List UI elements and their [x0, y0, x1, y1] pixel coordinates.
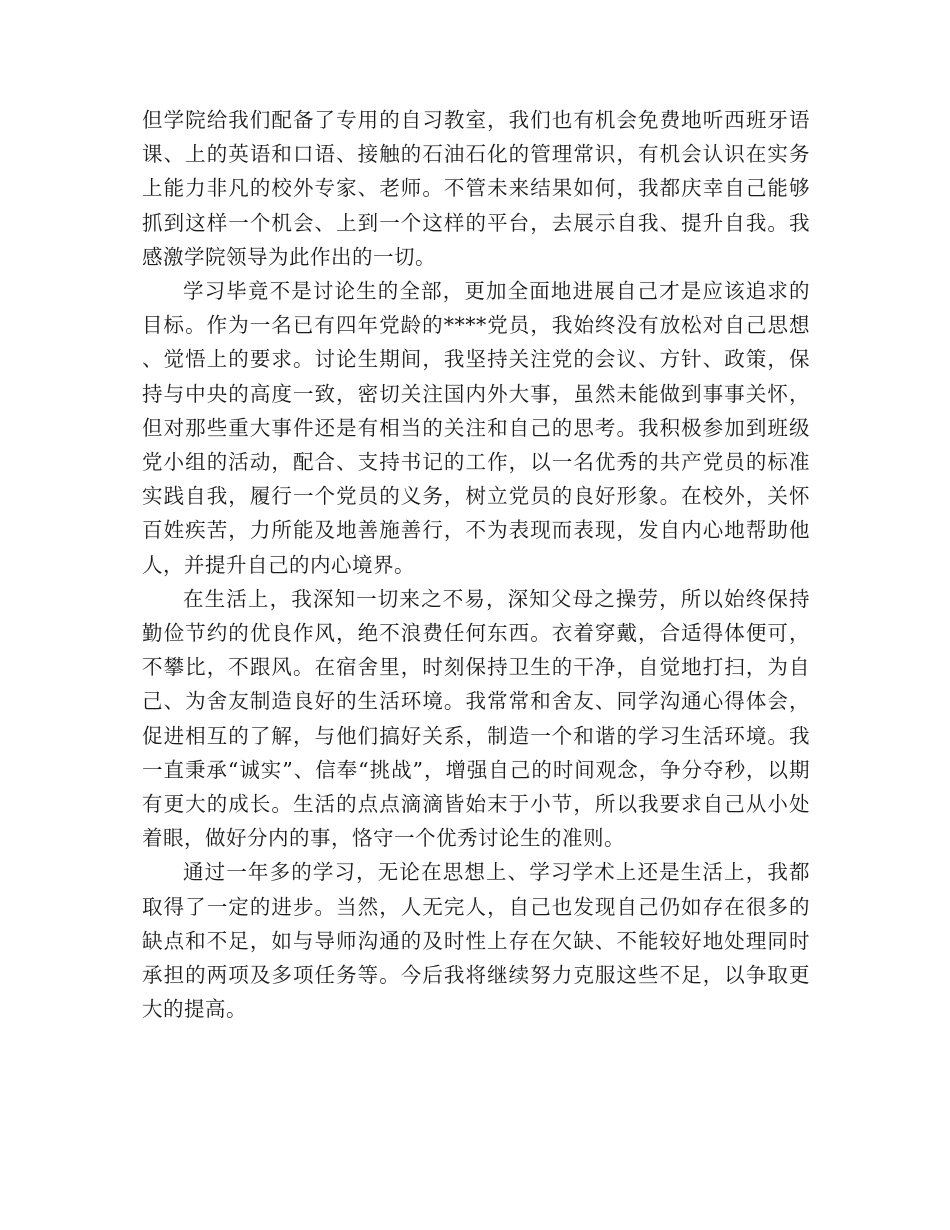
paragraph-2: 学习毕竟不是讨论生的全部，更加全面地进展自己才是应该追求的目标。作为一名已有四年党龄的****党员，我始终没有放松对自己思想、觉悟上的要求。讨论生期间，我坚持关注党的会议、方针、政策，保持与中央的高度一致，密切关注国内外大事，虽然未能做到事事关怀，但对那些重大事件还是有相当的关注和自己的思考。我积极参加到班级党小组的活动，配合、支持书记的工作，以一名优秀的共产党员的标准实践自我，履行一个党员的义务，树立党员的良好形象。在校外，关怀百姓疾苦，力所能及地善施善行，不为表现而表现，发自内心地帮助他人，并提升自己的内心境界。 [142, 279, 810, 577]
paragraph-1: 但学院给我们配备了专用的自习教室，我们也有机会免费地听西班牙语课、上的英语和口语、接触的石油石化的管理常识，有机会认识在实务上能力非凡的校外专家、老师。不管未来结果如何，我都庆幸自己能够抓到这样一个机会、上到一个这样的平台，去展示自我、提升自我。我感激学院领导为此作出的一切。 [142, 108, 810, 269]
paragraph-4: 通过一年多的学习，无论在思想上、学习学术上还是生活上，我都取得了一定的进步。当然，人无完人，自己也发现自己仍如存在很多的缺点和不足，如与导师沟通的及时性上存在欠缺、不能较好地处理同时承担的两项及多项任务等。今后我将继续努力克服这些不足，以争取更大的提高。 [142, 860, 810, 1022]
document-body [142, 103, 810, 1026]
paragraph-3: 在生活上，我深知一切来之不易，深知父母之操劳，所以始终保持勤俭节约的优良作风，绝不浪费任何东西。衣着穿戴，合适得体便可，不攀比，不跟风。在宿舍里，时刻保持卫生的干净，自觉地打扫，为自己、为舍友制造良好的生活环境。我常常和舍友、同学沟通心得体会，促进相互的了解，与他们搞好关系，制造一个和谐的学习生活环境。我一直秉承“诚实”、信奉“挑战”，增强自己的时间观念，争分夺秒，以期有更大的成长。生活的点点滴滴皆始末于小节，所以我要求自己从小处着眼，做好分内的事，恪守一个优秀讨论生的准则。 [142, 586, 810, 851]
